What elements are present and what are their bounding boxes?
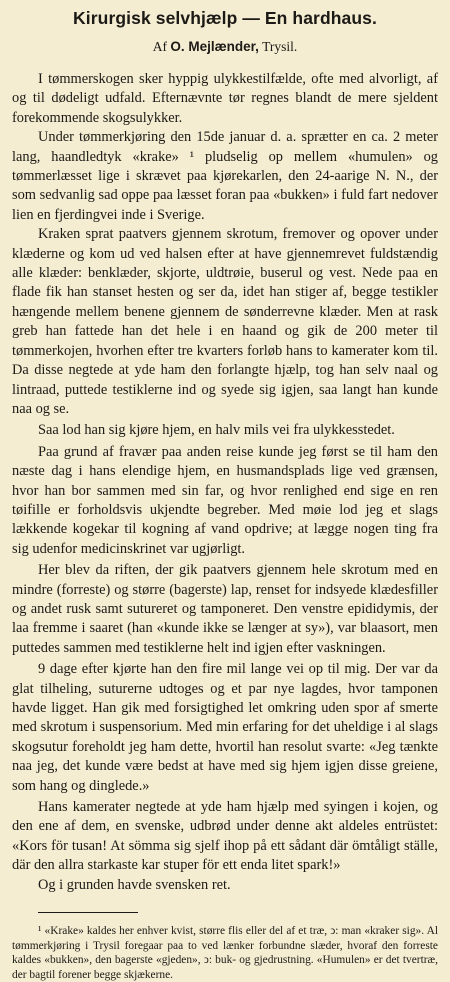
byline-prefix: Af <box>152 39 168 54</box>
footnote <box>12 924 438 982</box>
paragraph: Her blev da riften, der gik paatvers gjennem hele skrotum med en mindre (forreste) og større (bagerste) lap, renset for indsyede klædesfiller og andet rusk samt sutureret og tamponeret. Den venstre epididymis, der laa fremme i saaret (han «kunde ikke se længer at sy»), var blaasort, men puttedes sammen med testiklerne helt ind igjen efter vaskningen. <box>12 562 438 656</box>
paragraph: Kraken sprat paatvers gjennem skrotum, fremover og opover under klæderne og kom ud ved halsen efter at have gjennemrevet fuldstændig alle klæder: benklæder, skjorte, uldtrøie, buserul og vest. Nede paa en flade fik han stanset hesten og ser da, idet han stiger af, begge testikler hængende mellem benene gjennem de sønderrevne klæder. Men at rask greb han fattede han det hele i en haand og gik de 200 meter til tømmerkojen, hvorhen efter tre kvarters forløb hans to kamerater kom til. Da disse negtede at yde ham den forlangte hjælp, tog han selv naal og lintraad, puttede testiklerne ind og syede sig igjen, saa langt han kunde naa og se. <box>12 226 438 417</box>
article-title: Kirurgisk selvhjælp — En hardhaus. <box>73 8 377 28</box>
footnote-text: ¹ «Krake» kaldes her enhver kvist, større flis eller del af et træ, ↄ: man «kraker sig». Al tømmerkjøring i Trysil foregaar paa to ved lænker forbundne slæder, hvoraf den forreste kaldes «bukken», den bagerste «gjeden», ↄ: buk- og gjedrustning. «Humulen» er det tvertræ, der bagtil forener begge skjækerne. <box>12 925 438 981</box>
author-place: Trysil. <box>262 39 298 54</box>
paragraph: I tømmerskogen sker hyppig ulykkestilfælde, ofte med alvorligt, af og til dødeligt udfald. Efternævnte tør regnes blandt de mere sjeldent forekommende skogsulykker. <box>12 71 438 126</box>
paragraph: Saa lod han sig kjøre hjem, en halv mils vei fra ulykkesstedet. <box>38 422 395 439</box>
paragraph: 9 dage efter kjørte han den fire mil lange vei op til mig. Der var da glat tilheling, suturerne udtoges og et par nye lagdes, hvor tamponen havde ligget. Han gik med forsigtighed let omkring uden spor af smerte med skrotum i suspensorium. Med min erfaring for det uheldige i al slags skogsutur foreholdt jeg ham dette, hvortil han resolut svarte: «Jeg tænkte naa jeg, det kunde være bedst at have med sig hjem igjen disse greiene, som hang og dinglede.» <box>12 661 438 794</box>
footnote-divider <box>38 912 138 913</box>
byline <box>12 39 438 55</box>
paragraph: Paa grund af fravær paa anden reise kunde jeg først se til ham den næste dag i hans elendige hjem, en husmandsplads lige ved grænsen, hvor han bor sammen med sin far, og hvor renlighed end sige en ren tøifille er forholdsvis ukjendte begreber. Med møie lod jeg et slags lækkende kogekar til kogning af vand opdrive; at lægge nogen ting fra sig udenfor medicinskrinet var ugjørligt. <box>12 443 438 557</box>
paragraph: Og i grunden havde svensken ret. <box>38 876 231 893</box>
paragraph: Hans kamerater negtede at yde ham hjælp med syingen i kojen, og den ene af dem, en svenske, udbrød under denne akt aldeles entrüstet: «Kors för tusan! At sömma sig sjelf ihop på ett sådant där ömtåligt ställe, där den allra starkaste kar stuper för ett enda litet spark!» <box>12 799 438 874</box>
paragraph: Under tømmerkjøring den 15de januar d. a. sprætter en ca. 2 meter lang, haandledtyk «krake» ¹ pludselig op mellem «humulen» og tømmerlæsset lige i skrævet paa kjørekarlen, den 24-aarige N. N., der som sedvanlig sad oppe paa læsset foran paa «bukken» i fuld fart nedover lien en fjerdingvei inde i Sverige. <box>12 129 438 223</box>
author-name: O. Mejlænder, <box>170 39 259 54</box>
article-body <box>12 70 438 895</box>
